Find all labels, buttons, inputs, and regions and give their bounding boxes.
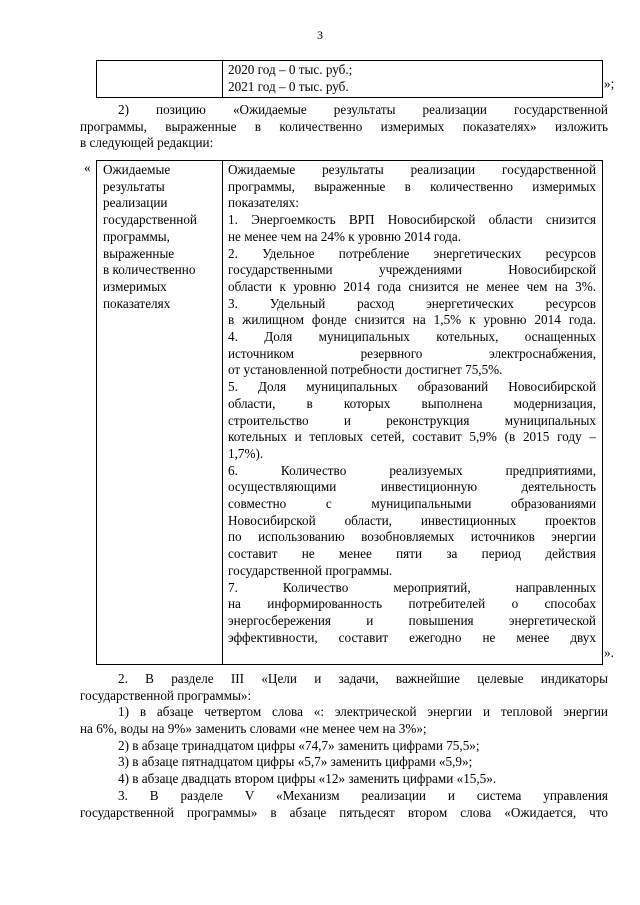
label-line: программы, [103, 228, 170, 244]
paragraph-line: 1) в абзаце четвертом слова «: электрической энергии и тепловой энергии [118, 704, 608, 720]
expected-results-label-cell [97, 161, 223, 664]
page-number: 3 [317, 28, 323, 42]
funding-table-fragment [96, 60, 603, 98]
quote-close-mark: ». [604, 645, 614, 660]
label-line: реализации [103, 195, 168, 211]
content-line: котельных и тепловых сетей, составит 5,9% (в 2015 году – [228, 429, 596, 445]
content-line: источником резервного электроснабжения, [228, 345, 596, 361]
content-line: в жилищном фонде снизится на 1,5% к уровню 2014 года. [228, 312, 596, 328]
funding-line-2020: 2020 год – 0 тыс. руб.; [228, 62, 353, 77]
paragraph-line: государственной программы»: [80, 687, 252, 703]
funding-table-right-cell [223, 61, 602, 97]
label-line: Ожидаемые [103, 162, 171, 177]
content-line: осуществляющими инвестиционную деятельность [228, 479, 596, 495]
content-line: 4. Доля муниципальных котельных, оснащенных [228, 329, 596, 344]
content-line: 3. Удельный расход энергетических ресурсов [228, 295, 596, 311]
funding-table-left-cell [97, 61, 223, 97]
label-line: результаты [103, 178, 165, 194]
content-line: Ожидаемые результаты реализации государственной [228, 162, 596, 177]
content-line: эффективности, составит ежегодно не менее двух [228, 629, 596, 645]
content-line: по использованию возобновляемых источников энергии [228, 529, 596, 545]
content-line: области к уровню 2014 года снизится не менее чем на 3%. [228, 278, 596, 294]
funding-line-2021: 2021 год – 0 тыс. руб. [228, 79, 349, 94]
content-line: на информированность потребителей о способах [228, 596, 596, 612]
content-line: 1,7%). [228, 445, 264, 461]
content-line: области, в которых выполнена модернизация, [228, 395, 596, 411]
paragraph-line: 2) в абзаце тринадцатом цифры «74,7» заменить цифрами 75,5»; [118, 737, 480, 753]
content-line: государственной программы. [228, 562, 393, 578]
content-line: программы, выраженные в количественно измеримых [228, 178, 596, 194]
content-line: 2. Удельное потребление энергетических ресурсов [228, 245, 596, 261]
label-line: измеримых [103, 278, 167, 294]
content-line: строительство и реконструкция муниципальных [228, 412, 596, 428]
expected-results-table [96, 160, 603, 665]
paragraph-line: 3) в абзаце пятнадцатом цифры «5,7» заменить цифрами «5,9»; [118, 754, 473, 770]
label-line: выраженные [103, 245, 175, 261]
section-amendments [80, 671, 608, 821]
label-line: в количественно [103, 262, 196, 278]
paragraph-line: на 6%, воды на 9%» заменить словами «не менее чем на 3%»; [80, 721, 427, 737]
paragraph-item-2 [80, 102, 608, 152]
content-line: составит не менее пяти за период действия [228, 546, 596, 562]
content-line: 6. Количество реализуемых предприятиями, [228, 462, 596, 478]
paragraph-line: программы, выраженные в количественно измеримых показателях» изложить [80, 118, 608, 134]
paragraph-line: 2. В разделе III «Цели и задачи, важнейшие целевые индикаторы [118, 671, 608, 686]
content-line: показателях: [228, 195, 299, 211]
content-line: 1. Энергоемкость ВРП Новосибирской области снизится [228, 212, 596, 228]
content-line: от установленной потребности достигнет 75,5%. [228, 362, 503, 378]
content-line: энергосбережения и повышения энергетической [228, 612, 596, 628]
paragraph-line: 4) в абзаце двадцать втором цифры «12» заменить цифрами «15,5». [118, 771, 497, 787]
expected-results-content-cell [223, 161, 602, 664]
content-line: государственными учреждениями Новосибирской [228, 262, 596, 278]
content-line: 7. Количество мероприятий, направленных [228, 579, 596, 595]
label-line: показателях [103, 295, 171, 311]
paragraph-line: 3. В разделе V «Механизм реализации и система управления [118, 787, 608, 803]
label-line: государственной [103, 212, 197, 228]
quote-open-mark: « [84, 160, 91, 175]
content-line: 5. Доля муниципальных образований Новосибирской [228, 379, 596, 395]
content-line: Новосибирской области, инвестиционных проектов [228, 512, 596, 528]
paragraph-line: государственной программы» в абзаце пятьдесят втором слова «Ожидается, что [80, 804, 608, 820]
content-line: не менее чем на 24% к уровню 2014 года. [228, 228, 462, 244]
paragraph-line: в следующей редакции: [80, 135, 214, 151]
quote-close-mark: »; [604, 76, 615, 91]
paragraph-line: 2) позицию «Ожидаемые результаты реализации государственной [118, 102, 608, 117]
content-line: совместно с муниципальными образованиями [228, 496, 596, 511]
